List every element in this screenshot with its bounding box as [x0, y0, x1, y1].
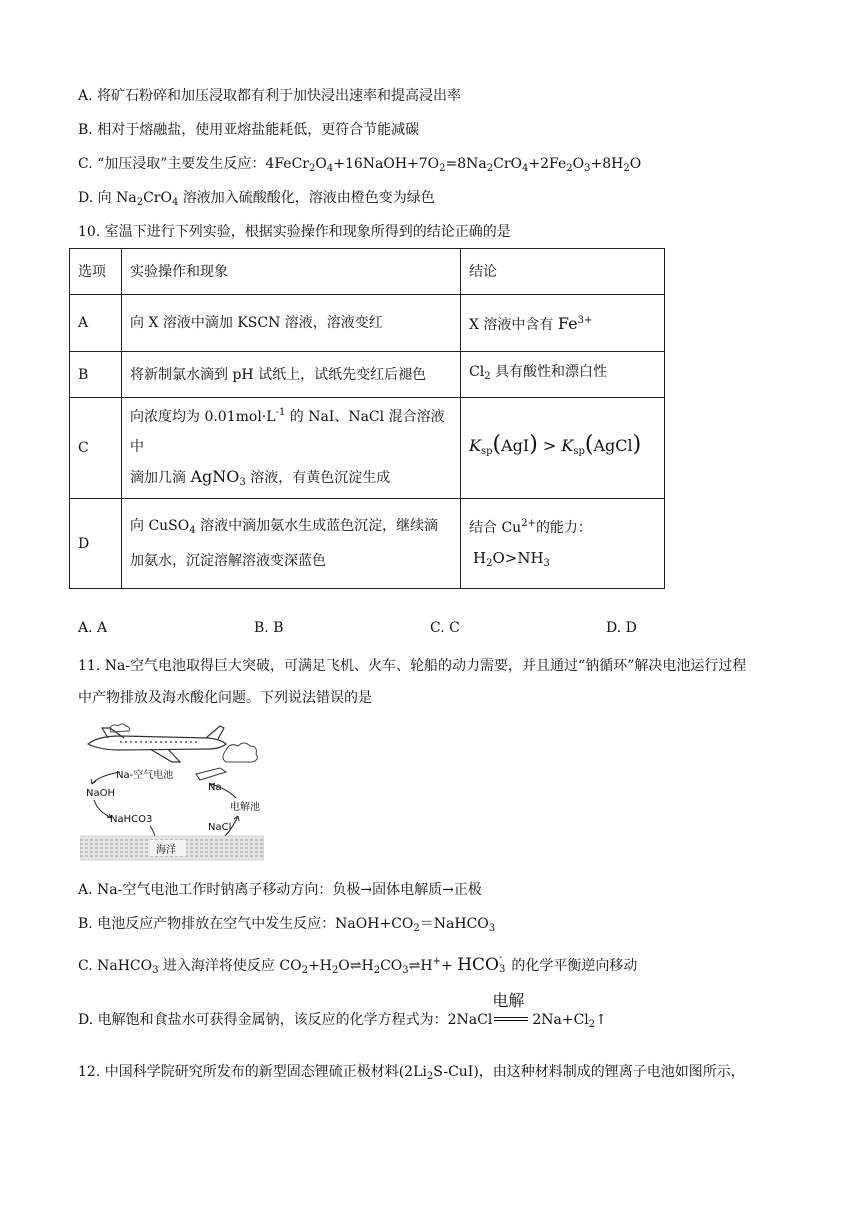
ship-icon — [196, 768, 226, 780]
q9-option-c: C. “加压浸取”主要发生反应：$4FeCr_2O_4+16NaOH+7O_2=8Na_2CrO_4+2Fe_2O_3+8H_2O$ — [78, 156, 642, 174]
row-d-operation: 向 CuSO$_4$ 溶液中滴加氨水生成蓝色沉淀，继续滴 加氨水，沉淀溶解溶液变深蓝色 — [122, 499, 461, 589]
row-c-option: C — [70, 398, 122, 499]
choice-c[interactable]: C. C — [430, 620, 460, 636]
table-row — [70, 499, 665, 589]
q9-option-b: B. 相对于熔融盐，使用亚熔盐能耗低，更符合节能减碳 — [78, 122, 420, 138]
experiment-table — [69, 248, 665, 589]
q11-option-a: A. Na-空气电池工作时钠离子移动方向：负极→固体电解质→正极 — [78, 882, 482, 898]
electrolysis-condition: 电解 — [492, 991, 525, 1010]
table-row — [70, 295, 665, 352]
choice-b[interactable]: B. B — [254, 620, 284, 636]
header-operation: 实验操作和现象 — [122, 249, 461, 295]
header-option: 选项 — [70, 249, 122, 295]
sodium-cycle-figure — [80, 722, 264, 862]
row-d-conclusion: 结合 $Cu^{2+}$的能力： $H_2O>NH_3$ — [461, 499, 665, 589]
q11-option-d: D. 电解饱和食盐水可获得金属钠，该反应的化学方程式为：2NaCl 电解 $2Na+Cl_2↑$ — [78, 991, 607, 1030]
q9-option-a: A. 将矿石粉碎和加压浸取都有利于加快浸出速率和提高浸出率 — [78, 88, 462, 104]
row-a-option: A — [70, 295, 122, 352]
row-c-operation: 向浓度均为 $0.01mol\cdot L^{-1}$ 的 NaI、NaCl 混合溶液中 滴加几滴 AgNO$_3$ 溶液，有黄色沉淀生成 — [122, 398, 461, 499]
q12-stem: 12. 中国科学院研究所发布的新型固态锂硫正极材料$(2Li_2S-CuI)$，由这种材料制成的锂离子电池如图所示， — [78, 1064, 745, 1082]
q9-option-d: D. 向 $Na_2CrO_4$ 溶液加入硫酸酸化，溶液由橙色变为绿色 — [78, 190, 435, 208]
row-d-option: D — [70, 499, 122, 589]
figure-label-na: Na — [208, 782, 222, 793]
q11-stem-line1: 11. Na-空气电池取得巨大突破，可满足飞机、火车、轮船的动力需要，并且通过“钠循环”解决电池运行过程 — [78, 658, 747, 674]
figure-label-nacl: NaCl — [208, 822, 232, 833]
airplane-icon — [88, 726, 226, 762]
row-c-conclusion: $K_{sp}(AgI)$ > $K_{sp}(AgCl)$ — [461, 398, 665, 499]
figure-label-electrolyzer: 电解池 — [230, 802, 260, 813]
q11-option-c: C. NaHCO$_3$ 进入海洋将使反应 $CO_2+H_2O\rightleftharpoons H_2CO_3\rightleftharpoons H^++$ HCO - 3 的化学平衡逆向移动 — [78, 952, 638, 976]
figure-label-battery: Na-空气电池 — [116, 770, 174, 781]
cloud-icon — [223, 743, 257, 762]
q10-stem: 10. 室温下进行下列实验，根据实验操作和现象所得到的结论正确的是 — [78, 224, 511, 240]
header-conclusion: 结论 — [461, 249, 665, 295]
choice-a[interactable]: A. A — [78, 620, 108, 636]
table-header-row — [70, 249, 665, 295]
figure-label-nahco3: NaHCO3 — [110, 814, 153, 825]
table-row — [70, 352, 665, 398]
row-b-option: B — [70, 352, 122, 398]
q11-stem-line2: 中产物排放及海水酸化问题。下列说法错误的是 — [78, 690, 372, 706]
row-a-conclusion: X 溶液中含有 $Fe^{3+}$ — [461, 295, 665, 352]
figure-label-naoh: NaOH — [86, 788, 115, 799]
row-b-conclusion: $Cl_2$ 具有酸性和漂白性 — [461, 352, 665, 398]
table-row — [70, 398, 665, 499]
q11-option-b: B. 电池反应产物排放在空气中发生反应：$NaOH+CO_2=NaHCO_3$ — [78, 916, 496, 934]
choice-d[interactable]: D. D — [606, 620, 637, 636]
q10-choices — [78, 620, 678, 640]
row-a-operation: 向 X 溶液中滴加 KSCN 溶液，溶液变红 — [122, 295, 461, 352]
figure-label-ocean: 海洋 — [156, 845, 176, 856]
row-b-operation: 将新制氯水滴到 pH 试纸上，试纸先变红后褪色 — [122, 352, 461, 398]
